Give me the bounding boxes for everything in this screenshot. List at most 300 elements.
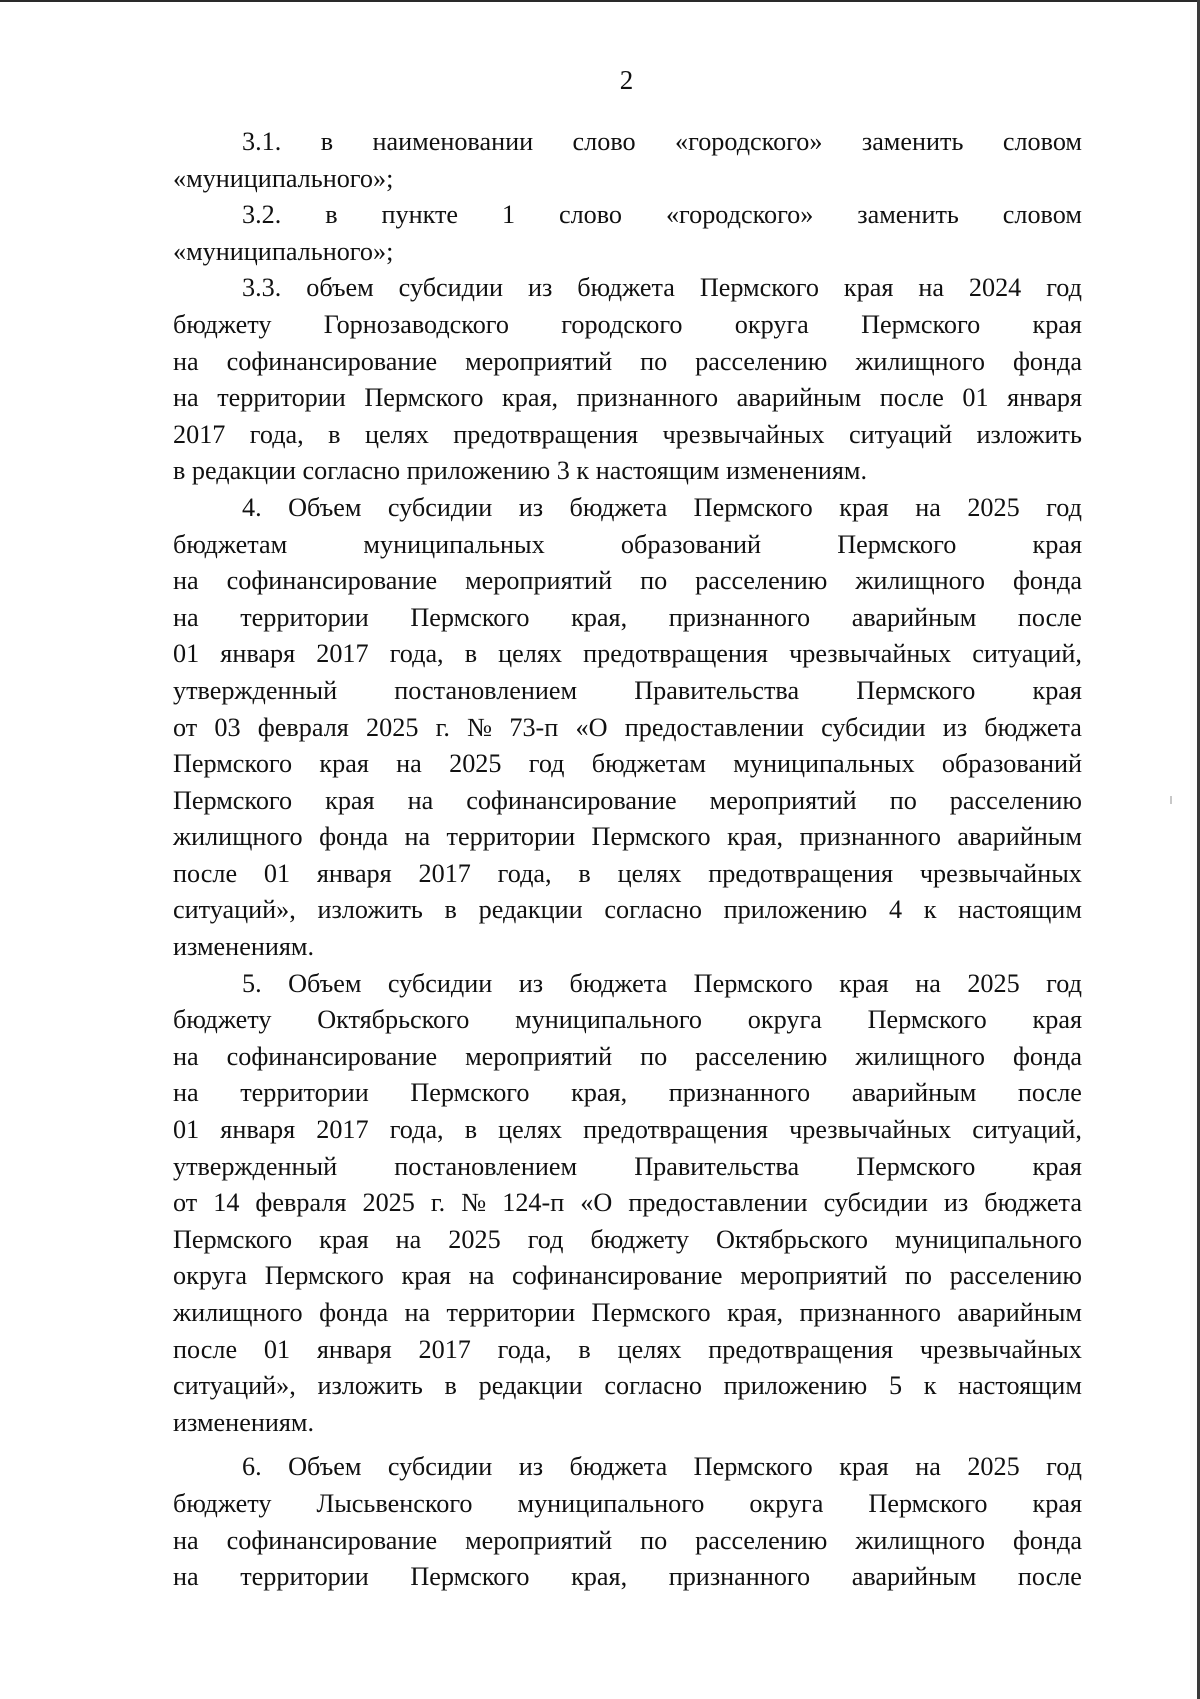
- text-line: [173, 1002, 1082, 1039]
- word: края,: [571, 1562, 628, 1592]
- word: Пермского: [693, 968, 813, 998]
- word: края,: [571, 1078, 628, 1108]
- word: 01: [263, 858, 291, 888]
- text-line: [173, 527, 1082, 564]
- word: на: [915, 492, 941, 522]
- word: Лысьвенского: [316, 1488, 473, 1518]
- word: аварийным: [851, 1562, 977, 1592]
- word: января: [316, 1334, 392, 1364]
- word: Октябрьского: [715, 1224, 869, 1254]
- word: аварийным: [736, 383, 862, 413]
- word: Объем: [288, 1452, 362, 1482]
- word: городского: [561, 309, 683, 339]
- word: из: [942, 712, 968, 742]
- word: настоящим: [958, 1371, 1082, 1401]
- word: расселению: [949, 1261, 1082, 1291]
- word: края: [325, 785, 375, 815]
- word: предотвращения: [708, 1334, 894, 1364]
- text-line: [173, 380, 1082, 417]
- word: по: [640, 346, 668, 376]
- word: округа: [749, 1488, 824, 1518]
- word: Правительства: [634, 675, 800, 705]
- word: расселению: [949, 785, 1082, 815]
- word: предоставлении: [628, 1188, 808, 1218]
- word: согласно: [604, 895, 702, 925]
- text-line: [173, 417, 1082, 454]
- word: целях: [498, 1115, 563, 1145]
- word: аварийным: [851, 1078, 977, 1108]
- word: территории: [240, 1562, 369, 1592]
- word: Пермского: [173, 749, 293, 779]
- word: территории: [446, 1298, 576, 1327]
- word: чрезвычайных: [789, 639, 952, 669]
- word: расселению: [695, 1525, 828, 1555]
- word: субсидии: [821, 712, 926, 742]
- word: 2017: [316, 1115, 369, 1145]
- word: год: [1046, 968, 1082, 998]
- text-line: [173, 819, 1082, 856]
- word: в: [578, 858, 591, 888]
- word: края: [1032, 309, 1082, 339]
- text-line: [173, 1332, 1082, 1369]
- word: жилищного: [855, 1041, 985, 1071]
- word: фонда: [319, 822, 389, 852]
- text-line: [173, 1185, 1082, 1222]
- word: Пермского: [856, 675, 976, 705]
- word: на: [407, 785, 434, 815]
- word: изложить: [976, 419, 1082, 449]
- word: пункте: [381, 200, 459, 230]
- word: слово: [558, 200, 623, 230]
- word: софинансирование: [226, 1525, 438, 1555]
- word: год: [1046, 1452, 1082, 1482]
- text-line: [173, 673, 1082, 710]
- word: бюджета: [569, 968, 668, 998]
- text-line: «муниципального»;: [173, 236, 394, 266]
- word: муниципального: [517, 1488, 705, 1518]
- word: 01: [263, 1334, 291, 1364]
- word: целях: [617, 858, 682, 888]
- word: ситуаций»,: [173, 1371, 296, 1401]
- word: предотвращения: [583, 1115, 768, 1145]
- text-line: [173, 892, 1082, 929]
- word: ситуаций,: [972, 1115, 1082, 1145]
- word: фонда: [1012, 1525, 1082, 1555]
- word: фонда: [319, 1298, 389, 1327]
- word: бюджету: [173, 1488, 272, 1518]
- word: на: [396, 749, 422, 779]
- word: Пермского: [410, 1078, 530, 1108]
- word: расселению: [695, 566, 828, 596]
- word: 2017: [173, 419, 226, 449]
- word: по: [640, 1525, 668, 1555]
- word: года,: [249, 419, 304, 449]
- word: 5.: [242, 968, 262, 998]
- word: 2025: [448, 1224, 501, 1254]
- word: Пермского: [699, 273, 819, 303]
- word: муниципального: [515, 1005, 703, 1035]
- text-line: [173, 1075, 1082, 1112]
- word: 01: [962, 383, 989, 413]
- word: жилищного: [855, 566, 985, 596]
- word: января: [220, 639, 296, 669]
- word: 3.2.: [242, 200, 282, 230]
- word: года,: [389, 1115, 444, 1145]
- text-line: [173, 1523, 1082, 1560]
- word: в: [320, 127, 334, 156]
- word: Пермского: [861, 309, 981, 339]
- text-line: [173, 270, 1082, 307]
- word: края,: [727, 822, 784, 852]
- text-line: [173, 1112, 1082, 1149]
- text-line: [173, 124, 1082, 161]
- word: края: [1032, 675, 1082, 705]
- word: Горнозаводского: [323, 309, 509, 339]
- word: ситуаций,: [972, 639, 1082, 669]
- text-line: [173, 1368, 1082, 1405]
- text-line: [173, 1486, 1082, 1523]
- text-line: [173, 1258, 1082, 1295]
- word: на: [173, 1525, 199, 1555]
- word: 4.: [242, 492, 262, 522]
- word: 14: [213, 1188, 240, 1218]
- word: Октябрьского: [317, 1005, 470, 1035]
- word: края,: [727, 1298, 784, 1327]
- word: бюджета: [984, 1188, 1082, 1218]
- text-line: изменениям.: [173, 1407, 315, 1437]
- word: согласно: [604, 1371, 702, 1401]
- word: 124-п: [502, 1188, 565, 1218]
- word: изложить: [317, 1371, 423, 1401]
- word: бюджету: [173, 1005, 272, 1035]
- word: территории: [446, 822, 576, 852]
- word: предотвращения: [583, 639, 768, 669]
- word: 1: [501, 200, 516, 230]
- word: края,: [571, 602, 628, 632]
- word: расселению: [695, 1041, 828, 1071]
- word: изложить: [317, 895, 423, 925]
- word: февраля: [257, 712, 349, 742]
- word: Пермского: [410, 1562, 530, 1592]
- word: слово: [572, 127, 636, 156]
- word: в: [578, 1334, 591, 1364]
- word: г.: [435, 712, 450, 742]
- word: Пермского: [867, 1005, 987, 1035]
- text-line: [173, 1559, 1082, 1596]
- word: постановлением: [394, 675, 578, 705]
- page-number: 2: [619, 65, 634, 95]
- word: «О: [575, 712, 608, 742]
- word: жилищного: [855, 346, 985, 376]
- word: «городского»: [665, 200, 814, 230]
- word: 2025: [967, 1452, 1020, 1482]
- text-line: [173, 490, 1082, 527]
- word: от: [173, 712, 198, 742]
- word: год: [528, 749, 565, 779]
- word: аварийным: [957, 822, 1082, 852]
- text-line: [173, 746, 1082, 783]
- word: на: [404, 822, 431, 852]
- word: целях: [617, 1334, 682, 1364]
- word: «О: [580, 1188, 613, 1218]
- word: в: [444, 1371, 457, 1401]
- word: субсидии: [387, 492, 493, 522]
- word: на: [395, 1224, 422, 1254]
- word: января: [1007, 383, 1082, 413]
- word: на: [173, 566, 199, 596]
- word: фонда: [1012, 566, 1082, 596]
- word: Пермского: [173, 785, 293, 815]
- text-line: [173, 1149, 1082, 1186]
- word: №: [461, 1188, 487, 1218]
- word: на: [173, 602, 199, 632]
- document-body: [173, 124, 1082, 1596]
- word: 2025: [362, 1188, 415, 1218]
- word: после: [173, 858, 238, 888]
- text-line: [173, 783, 1082, 820]
- word: края: [1032, 529, 1082, 559]
- word: бюджетам: [173, 529, 288, 559]
- word: Пермского: [693, 1452, 813, 1482]
- word: признанного: [668, 1562, 811, 1592]
- word: настоящим: [958, 895, 1082, 925]
- word: мероприятий: [740, 1261, 888, 1291]
- word: муниципального: [895, 1224, 1082, 1254]
- text-line: [173, 600, 1082, 637]
- word: фонда: [1012, 346, 1082, 376]
- word: заменить: [857, 200, 959, 230]
- word: Пермского: [364, 383, 484, 413]
- word: из: [527, 273, 553, 303]
- text-line: [173, 1222, 1082, 1259]
- word: 2017: [418, 1334, 471, 1364]
- text-line: [173, 1295, 1082, 1332]
- word: года,: [389, 639, 444, 669]
- word: редакции: [478, 1371, 583, 1401]
- word: предотвращения: [453, 419, 639, 449]
- word: на: [173, 1041, 199, 1071]
- word: софинансирование: [226, 566, 438, 596]
- word: 2025: [967, 492, 1020, 522]
- word: целях: [498, 639, 563, 669]
- word: после: [879, 383, 944, 413]
- word: софинансирование: [466, 785, 677, 815]
- word: после: [173, 1334, 238, 1364]
- word: после: [1017, 602, 1082, 632]
- word: словом: [1002, 127, 1082, 156]
- word: к: [923, 895, 937, 925]
- word: редакции: [478, 895, 583, 925]
- word: Пермского: [856, 1151, 976, 1181]
- word: края: [319, 749, 369, 779]
- text-line: изменениям.: [173, 932, 315, 962]
- word: «городского»: [675, 127, 823, 156]
- word: по: [640, 1041, 668, 1071]
- text-line: [173, 636, 1082, 673]
- word: год: [1046, 273, 1082, 303]
- word: образований: [620, 529, 762, 559]
- word: округа: [173, 1261, 248, 1291]
- word: 5: [888, 1371, 903, 1401]
- word: предоставлении: [624, 712, 804, 742]
- word: года,: [497, 1334, 552, 1364]
- word: края: [1032, 1151, 1082, 1181]
- word: в: [444, 895, 457, 925]
- word: края: [1032, 1488, 1082, 1518]
- word: края: [843, 273, 894, 303]
- word: из: [518, 1452, 544, 1482]
- text-line: [173, 1039, 1082, 1076]
- word: Пермского: [410, 602, 530, 632]
- word: словом: [1002, 200, 1082, 230]
- word: края: [839, 968, 889, 998]
- word: территории: [240, 1078, 369, 1108]
- word: софинансирование: [512, 1261, 723, 1291]
- word: постановлением: [394, 1151, 578, 1181]
- word: мероприятий: [465, 566, 613, 596]
- word: 3.1.: [242, 127, 282, 156]
- word: 73-п: [509, 712, 559, 742]
- word: объем: [306, 273, 374, 303]
- word: Пермского: [868, 1488, 988, 1518]
- scan-speck: [1170, 796, 1172, 804]
- word: заменить: [861, 127, 964, 156]
- word: бюджета: [577, 273, 675, 303]
- word: в: [328, 419, 341, 449]
- word: жилищного: [173, 822, 303, 852]
- word: Пермского: [591, 1298, 711, 1327]
- word: 2025: [967, 968, 1020, 998]
- word: края: [839, 1452, 889, 1482]
- word: бюджета: [569, 1452, 668, 1482]
- word: приложению: [723, 1371, 868, 1401]
- word: бюджета: [569, 492, 668, 522]
- word: признанного: [668, 602, 811, 632]
- word: на: [404, 1298, 431, 1327]
- word: на: [918, 273, 944, 303]
- word: в: [464, 1115, 478, 1145]
- word: округа: [747, 1005, 822, 1035]
- word: аварийным: [851, 602, 977, 632]
- word: мероприятий: [465, 1041, 613, 1071]
- word: округа: [734, 309, 809, 339]
- word: на: [915, 968, 941, 998]
- word: 3.3.: [242, 273, 282, 303]
- word: из: [518, 968, 544, 998]
- text-line: «муниципального»;: [173, 163, 394, 193]
- word: мероприятий: [709, 785, 857, 815]
- word: края: [319, 1224, 369, 1254]
- text-line: [173, 966, 1082, 1003]
- word: края: [839, 492, 889, 522]
- text-line: [173, 710, 1082, 747]
- word: аварийным: [957, 1298, 1082, 1327]
- word: Правительства: [634, 1151, 800, 1181]
- word: января: [316, 858, 392, 888]
- word: по: [904, 1261, 933, 1291]
- word: 2017: [418, 858, 471, 888]
- word: софинансирование: [226, 1041, 438, 1071]
- word: признанного: [799, 1298, 941, 1327]
- word: муниципальных: [733, 749, 915, 779]
- word: фонда: [1012, 1041, 1082, 1071]
- word: субсидии: [387, 968, 493, 998]
- word: целях: [364, 419, 429, 449]
- word: образований: [941, 749, 1082, 779]
- word: территории: [217, 383, 346, 413]
- word: жилищного: [855, 1525, 985, 1555]
- word: ситуаций: [848, 419, 953, 449]
- word: 2025: [449, 749, 502, 779]
- word: 2017: [316, 639, 369, 669]
- word: признанного: [799, 822, 941, 852]
- word: утвержденный: [173, 1151, 338, 1181]
- word: субсидии: [387, 1452, 493, 1482]
- word: расселению: [695, 346, 828, 376]
- word: чрезвычайных: [662, 419, 825, 449]
- text-line: в редакции согласно приложению 3 к настоящим изменениям.: [173, 456, 868, 486]
- word: 2025: [366, 712, 419, 742]
- text-line: [173, 563, 1082, 600]
- word: на: [173, 1562, 199, 1592]
- word: приложению: [723, 895, 868, 925]
- word: Пермского: [173, 1224, 293, 1254]
- word: края: [1032, 1005, 1082, 1035]
- word: 03: [214, 712, 241, 742]
- text-line: [173, 344, 1082, 381]
- word: ситуаций»,: [173, 895, 296, 925]
- word: к: [923, 1371, 937, 1401]
- word: от: [173, 1188, 198, 1218]
- word: бюджету: [173, 309, 272, 339]
- word: по: [640, 566, 668, 596]
- word: наименовании: [372, 127, 534, 156]
- word: из: [943, 1188, 969, 1218]
- word: Пермского: [264, 1261, 384, 1291]
- word: чрезвычайных: [919, 858, 1082, 888]
- word: мероприятий: [465, 1525, 613, 1555]
- word: Объем: [288, 968, 362, 998]
- text-line: [173, 307, 1082, 344]
- word: из: [518, 492, 544, 522]
- scan-edge-top: [0, 0, 1200, 2]
- word: в: [325, 200, 338, 230]
- word: на: [173, 346, 199, 376]
- word: края: [401, 1261, 452, 1291]
- word: бюджетам: [591, 749, 707, 779]
- word: №: [467, 712, 493, 742]
- word: на: [173, 383, 199, 413]
- word: жилищного: [173, 1298, 303, 1327]
- word: февраля: [255, 1188, 347, 1218]
- word: на: [915, 1452, 941, 1482]
- word: на: [173, 1078, 199, 1108]
- word: мероприятий: [465, 346, 613, 376]
- word: софинансирование: [226, 346, 438, 376]
- word: чрезвычайных: [919, 1334, 1082, 1364]
- word: предотвращения: [708, 858, 894, 888]
- word: после: [1017, 1078, 1082, 1108]
- word: г.: [430, 1188, 446, 1218]
- word: края,: [502, 383, 559, 413]
- word: на: [468, 1261, 495, 1291]
- text-line: [173, 1449, 1082, 1486]
- word: 01: [173, 1115, 200, 1145]
- word: утвержденный: [173, 675, 338, 705]
- word: Объем: [288, 492, 362, 522]
- word: 2024: [968, 273, 1022, 303]
- word: 4: [888, 895, 903, 925]
